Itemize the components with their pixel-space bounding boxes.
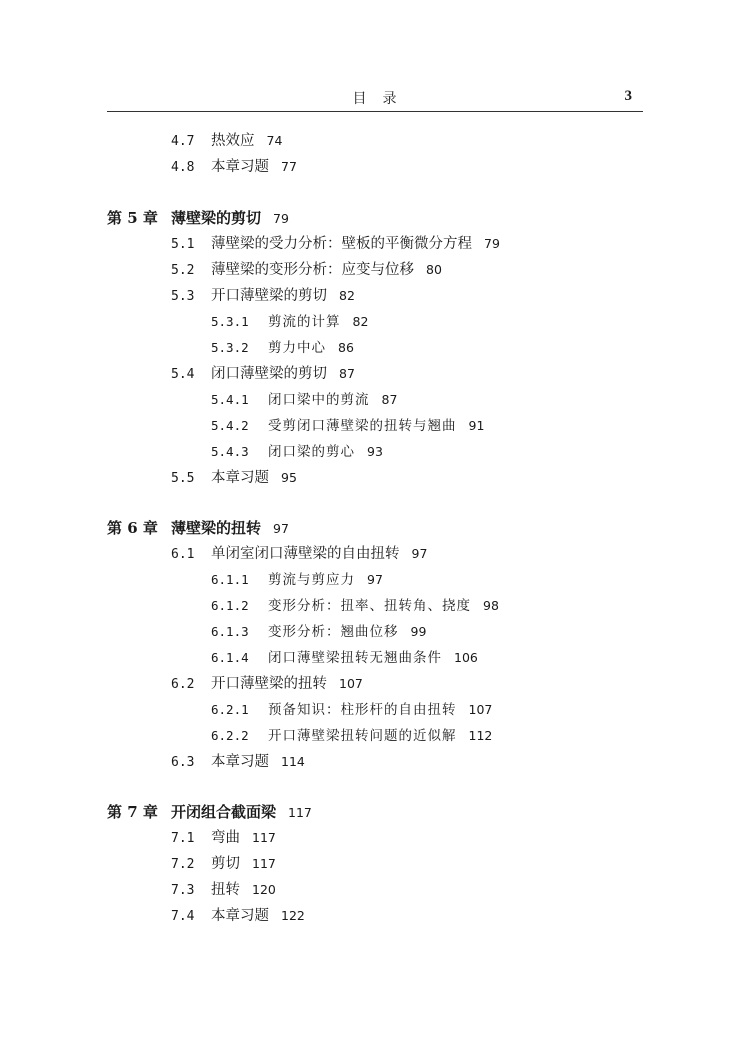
toc-entry-number: 5.2 (171, 263, 195, 278)
toc-subsection (211, 621, 426, 643)
toc-subsection (211, 699, 492, 721)
toc-entry-title: 变形分析：扭率、扭转角、挠度 (268, 598, 471, 614)
toc-entry-page: 106 (454, 650, 478, 665)
toc-subsection (211, 311, 368, 333)
toc-entry-page: 86 (338, 340, 354, 355)
toc-entry-page: 120 (252, 882, 276, 897)
toc-entry-title: 受剪闭口薄壁梁的扭转与翘曲 (268, 418, 457, 434)
toc-entry-page: 74 (266, 133, 283, 148)
toc-entry-title: 开口薄壁梁的剪切 (211, 288, 327, 304)
toc-entry-number: 5.3 (171, 289, 195, 304)
toc-subsection (211, 415, 484, 437)
toc-entry-number: 6.1 (171, 547, 195, 562)
toc-section (171, 543, 427, 565)
toc-section (171, 259, 442, 281)
toc-entry-title: 薄壁梁的变形分析：应变与位移 (211, 262, 414, 278)
toc-entry-number: 第 5 章 (107, 209, 158, 227)
toc-entry-title: 扭转 (211, 882, 240, 898)
toc-entry-title: 热效应 (211, 133, 255, 149)
toc-entry-title: 单闭室闭口薄壁梁的自由扭转 (211, 546, 400, 562)
toc-chapter (107, 207, 289, 229)
toc-subsection (211, 647, 478, 669)
toc-entry-page: 80 (426, 262, 442, 277)
toc-entry-title: 开闭组合截面梁 (171, 803, 277, 821)
toc-entry-page: 107 (468, 702, 493, 717)
toc-section (171, 905, 305, 927)
toc-entry-number: 6.1.3 (211, 624, 249, 639)
toc-entry-number: 第 6 章 (107, 519, 158, 537)
toc-entry-number: 7.1 (171, 831, 195, 846)
page-number: 3 (624, 88, 632, 104)
toc-section (171, 363, 355, 385)
toc-entry-number: 5.5 (171, 471, 195, 486)
toc-entry-page: 87 (339, 366, 355, 381)
page-header-title: 目 录 (352, 91, 398, 107)
toc-entry-number: 7.4 (171, 909, 195, 924)
toc-entry-page: 99 (410, 624, 427, 639)
toc-entry-number: 5.4.2 (211, 418, 249, 433)
toc-section (171, 156, 297, 178)
toc-subsection (211, 595, 499, 617)
toc-entry-number: 6.1.1 (211, 572, 249, 587)
toc-entry-page: 117 (288, 805, 312, 820)
toc-entry-title: 剪流与剪应力 (268, 572, 355, 588)
toc-entry-number: 6.2.1 (211, 702, 249, 717)
toc-chapter (107, 517, 289, 539)
toc-entry-title: 剪切 (211, 856, 240, 872)
toc-entry-number: 6.2.2 (211, 728, 249, 743)
toc-entry-number: 6.1.4 (211, 650, 249, 665)
toc-entry-number: 5.4 (171, 367, 195, 382)
toc-section (171, 853, 276, 875)
toc-section (171, 751, 305, 773)
toc-entry-page: 93 (367, 444, 383, 459)
toc-section (171, 467, 297, 489)
toc-entry-number: 4.7 (171, 134, 195, 149)
toc-entry-page: 82 (352, 314, 369, 329)
toc-entry-title: 薄壁梁的受力分析：壁板的平衡微分方程 (211, 236, 472, 252)
toc-entry-title: 本章习题 (211, 754, 269, 770)
toc-entry-number: 7.3 (171, 883, 195, 898)
toc-entry-page: 98 (483, 598, 499, 613)
toc-entry-page: 79 (273, 211, 289, 226)
toc-entry-page: 107 (339, 676, 363, 691)
toc-entry-title: 剪流的计算 (268, 314, 341, 330)
toc-entry-page: 112 (468, 728, 493, 743)
toc-entry-page: 95 (281, 470, 297, 485)
toc-entry-number: 5.3.2 (211, 340, 249, 355)
toc-section (171, 827, 276, 849)
toc-entry-page: 114 (281, 754, 305, 769)
toc-entry-title: 变形分析：翘曲位移 (268, 624, 399, 640)
toc-entry-number: 6.3 (171, 755, 195, 770)
toc-entry-page: 117 (252, 856, 276, 871)
toc-entry-number: 5.4.3 (211, 444, 249, 459)
header-rule (107, 111, 643, 112)
toc-entry-title: 闭口薄壁梁扭转无翘曲条件 (268, 650, 442, 666)
toc-chapter (107, 801, 312, 823)
toc-entry-number: 7.2 (171, 857, 195, 872)
toc-section (171, 130, 282, 152)
toc-entry-title: 闭口梁的剪心 (268, 444, 355, 460)
toc-entry-page: 91 (468, 418, 485, 433)
toc-entry-number: 5.1 (171, 237, 195, 252)
toc-subsection (211, 725, 492, 747)
toc-entry-page: 79 (484, 236, 500, 251)
toc-entry-number: 6.2 (171, 677, 195, 692)
toc-subsection (211, 569, 383, 591)
toc-subsection (211, 441, 383, 463)
toc-entry-page: 97 (367, 572, 383, 587)
toc-section (171, 879, 276, 901)
toc-entry-title: 闭口梁中的剪流 (268, 392, 370, 408)
toc-entry-page: 122 (281, 908, 305, 923)
toc-entry-title: 开口薄壁梁的扭转 (211, 676, 327, 692)
toc-entry-title: 本章习题 (211, 470, 269, 486)
toc-entry-title: 本章习题 (211, 908, 269, 924)
toc-subsection (211, 389, 397, 411)
toc-entry-number: 6.1.2 (211, 598, 249, 613)
toc-entry-title: 薄壁梁的扭转 (171, 519, 262, 537)
toc-entry-page: 117 (252, 830, 276, 845)
toc-entry-title: 预备知识：柱形杆的自由扭转 (268, 702, 457, 718)
toc-subsection (211, 337, 354, 359)
toc-entry-number: 4.8 (171, 160, 195, 175)
toc-entry-title: 闭口薄壁梁的剪切 (211, 366, 327, 382)
toc-entry-page: 97 (411, 546, 428, 561)
toc-entry-number: 5.4.1 (211, 392, 249, 407)
toc-entry-title: 薄壁梁的剪切 (171, 209, 262, 227)
toc-entry-number: 第 7 章 (107, 803, 158, 821)
toc-section (171, 285, 355, 307)
toc-entry-number: 5.3.1 (211, 314, 249, 329)
toc-entry-title: 弯曲 (211, 830, 240, 846)
toc-entry-page: 97 (273, 521, 289, 536)
toc-entry-title: 本章习题 (211, 159, 269, 175)
toc-entry-page: 87 (381, 392, 398, 407)
toc-entry-page: 77 (281, 159, 297, 174)
toc-section (171, 233, 500, 255)
toc-entry-title: 开口薄壁梁扭转问题的近似解 (268, 728, 457, 744)
toc-entry-page: 82 (339, 288, 355, 303)
toc-entry-title: 剪力中心 (268, 340, 326, 356)
toc-section (171, 673, 363, 695)
